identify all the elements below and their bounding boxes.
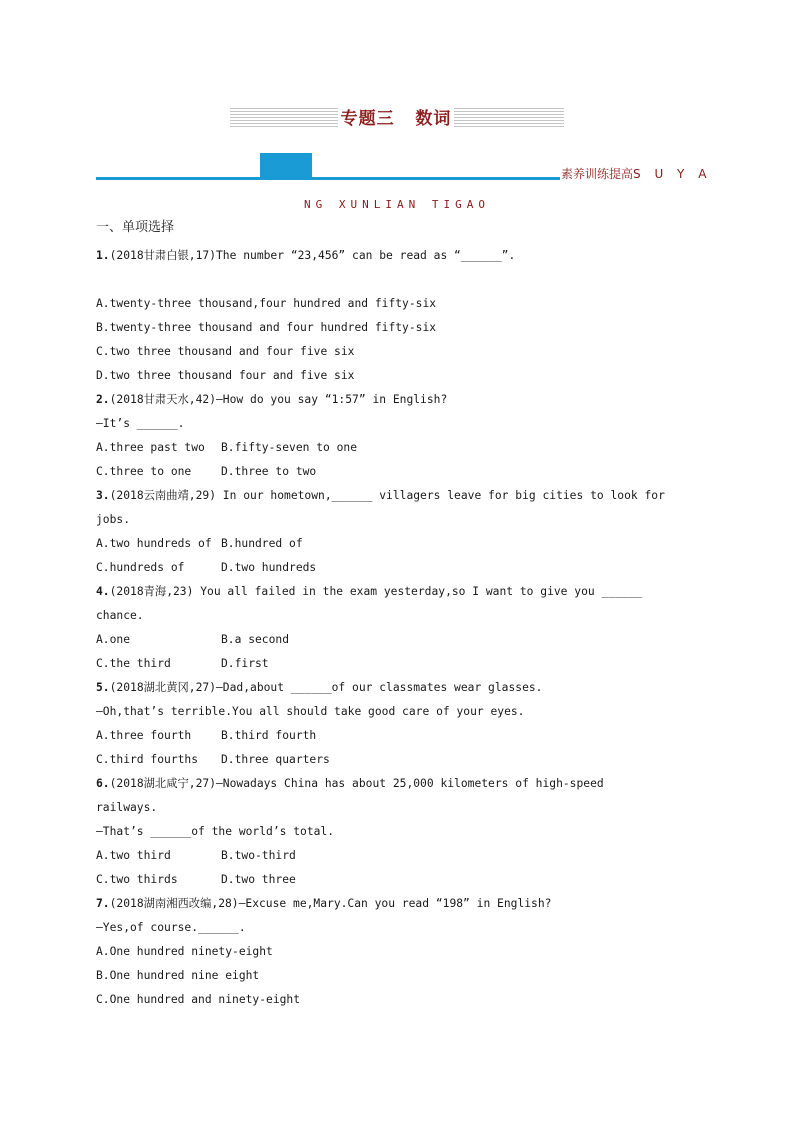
band-subtitle: NG XUNLIAN TIGAO	[304, 198, 490, 211]
answer-option[interactable]: C.the third	[96, 657, 171, 670]
question-4	[96, 580, 700, 676]
question-number: 6.	[96, 777, 110, 790]
question-stem-line	[96, 796, 700, 820]
option-row	[96, 532, 700, 556]
answer-option[interactable]: A.three fourth	[96, 729, 192, 742]
option-row	[96, 364, 700, 388]
question-stem-line	[96, 244, 700, 268]
option-row	[96, 964, 700, 988]
option-row	[96, 436, 700, 460]
question-text: —Yes,of course.______.	[96, 921, 246, 934]
answer-option[interactable]: D.two three thousand four and five six	[96, 369, 355, 382]
question-2	[96, 388, 700, 484]
question-text: (2018湖南湘西改编,28)—Excuse me,Mary.Can you read “198” in English?	[109, 897, 552, 910]
answer-option[interactable]: D.first	[221, 657, 269, 670]
question-number: 4.	[96, 585, 110, 598]
answer-option[interactable]: D.two hundreds	[221, 561, 317, 574]
question-stem-line	[96, 820, 700, 844]
question-list	[96, 244, 700, 1012]
answer-option[interactable]: A.two hundreds of	[96, 537, 212, 550]
question-stem-line	[96, 772, 700, 796]
answer-option[interactable]: B.a second	[221, 633, 290, 646]
answer-option[interactable]: D.two three	[221, 873, 296, 886]
band-label	[561, 166, 711, 182]
question-stem-line	[96, 916, 700, 940]
question-number: 7.	[96, 897, 110, 910]
question-text: —It’s ______.	[96, 417, 185, 430]
answer-option[interactable]: C.One hundred and ninety-eight	[96, 993, 301, 1006]
question-3	[96, 484, 700, 580]
question-text: (2018甘肃白银,17)The number “23,456” can be read as “______”.	[109, 249, 516, 262]
answer-option[interactable]: A.twenty-three thousand,four hundred and fifty-six	[96, 297, 437, 310]
answer-option[interactable]: B.One hundred nine eight	[96, 969, 260, 982]
title-decoration-right	[454, 108, 564, 128]
answer-option[interactable]: B.hundred of	[221, 537, 303, 550]
question-stem-line	[96, 604, 700, 628]
option-row	[96, 340, 700, 364]
question-1	[96, 244, 700, 388]
option-row	[96, 940, 700, 964]
option-row	[96, 988, 700, 1012]
option-row	[96, 316, 700, 340]
answer-option[interactable]: A.two third	[96, 849, 171, 862]
option-row	[96, 844, 700, 868]
question-stem-line	[96, 508, 700, 532]
question-5	[96, 676, 700, 772]
section-band-line	[96, 177, 560, 180]
option-row	[96, 652, 700, 676]
answer-option[interactable]: C.third fourths	[96, 753, 199, 766]
question-stem-line	[96, 676, 700, 700]
spacer	[96, 268, 700, 292]
section-heading: 一、单项选择	[96, 220, 175, 235]
question-6	[96, 772, 700, 892]
question-stem-line	[96, 412, 700, 436]
question-text: —Oh,that’s terrible.You all should take good care of your eyes.	[96, 705, 525, 718]
option-row	[96, 292, 700, 316]
answer-option[interactable]: C.two three thousand and four five six	[96, 345, 355, 358]
band-label-cn: 素养训练提高	[561, 167, 634, 181]
question-text: (2018甘肃天水,42)—How do you say “1:57” in English?	[109, 393, 448, 406]
option-row	[96, 628, 700, 652]
question-stem-line	[96, 484, 700, 508]
answer-option[interactable]: C.three to one	[96, 465, 192, 478]
answer-option[interactable]: B.fifty-seven to one	[221, 441, 358, 454]
option-row	[96, 724, 700, 748]
band-label-latin: S U Y A	[633, 167, 712, 181]
option-row	[96, 556, 700, 580]
question-text: (2018湖北咸宁,27)—Nowadays China has about 25,000 kilometers of high-speed	[109, 777, 604, 790]
question-number: 2.	[96, 393, 110, 406]
answer-option[interactable]: A.three past two	[96, 441, 205, 454]
question-7	[96, 892, 700, 1012]
question-text: chance.	[96, 609, 144, 622]
question-text: (2018湖北黄冈,27)—Dad,about ______of our classmates wear glasses.	[109, 681, 543, 694]
question-stem-line	[96, 388, 700, 412]
question-stem-line	[96, 892, 700, 916]
answer-option[interactable]: B.twenty-three thousand and four hundred fifty-six	[96, 321, 437, 334]
question-stem-line	[96, 700, 700, 724]
answer-option[interactable]: A.one	[96, 633, 131, 646]
option-row	[96, 460, 700, 484]
answer-option[interactable]: D.three quarters	[221, 753, 330, 766]
answer-option[interactable]: D.three to two	[221, 465, 317, 478]
question-text: —That’s ______of the world’s total.	[96, 825, 335, 838]
answer-option[interactable]: A.One hundred ninety-eight	[96, 945, 273, 958]
question-text: (2018云南曲靖,29) In our hometown,______ villagers leave for big cities to look for	[109, 489, 665, 502]
question-number: 1.	[96, 249, 110, 262]
question-stem-line	[96, 580, 700, 604]
question-text: (2018青海,23) You all failed in the exam yesterday,so I want to give you ______	[109, 585, 643, 598]
answer-option[interactable]: C.two thirds	[96, 873, 178, 886]
question-number: 3.	[96, 489, 110, 502]
question-text: railways.	[96, 801, 158, 814]
section-band-tab	[260, 153, 312, 179]
question-number: 5.	[96, 681, 110, 694]
answer-option[interactable]: C.hundreds of	[96, 561, 185, 574]
answer-option[interactable]: B.two-third	[221, 849, 296, 862]
title-bar	[230, 108, 564, 128]
title-decoration-left	[230, 108, 338, 128]
answer-option[interactable]: B.third fourth	[221, 729, 317, 742]
question-text: jobs.	[96, 513, 131, 526]
option-row	[96, 748, 700, 772]
page-title: 专题三 数词	[340, 109, 452, 129]
option-row	[96, 868, 700, 892]
